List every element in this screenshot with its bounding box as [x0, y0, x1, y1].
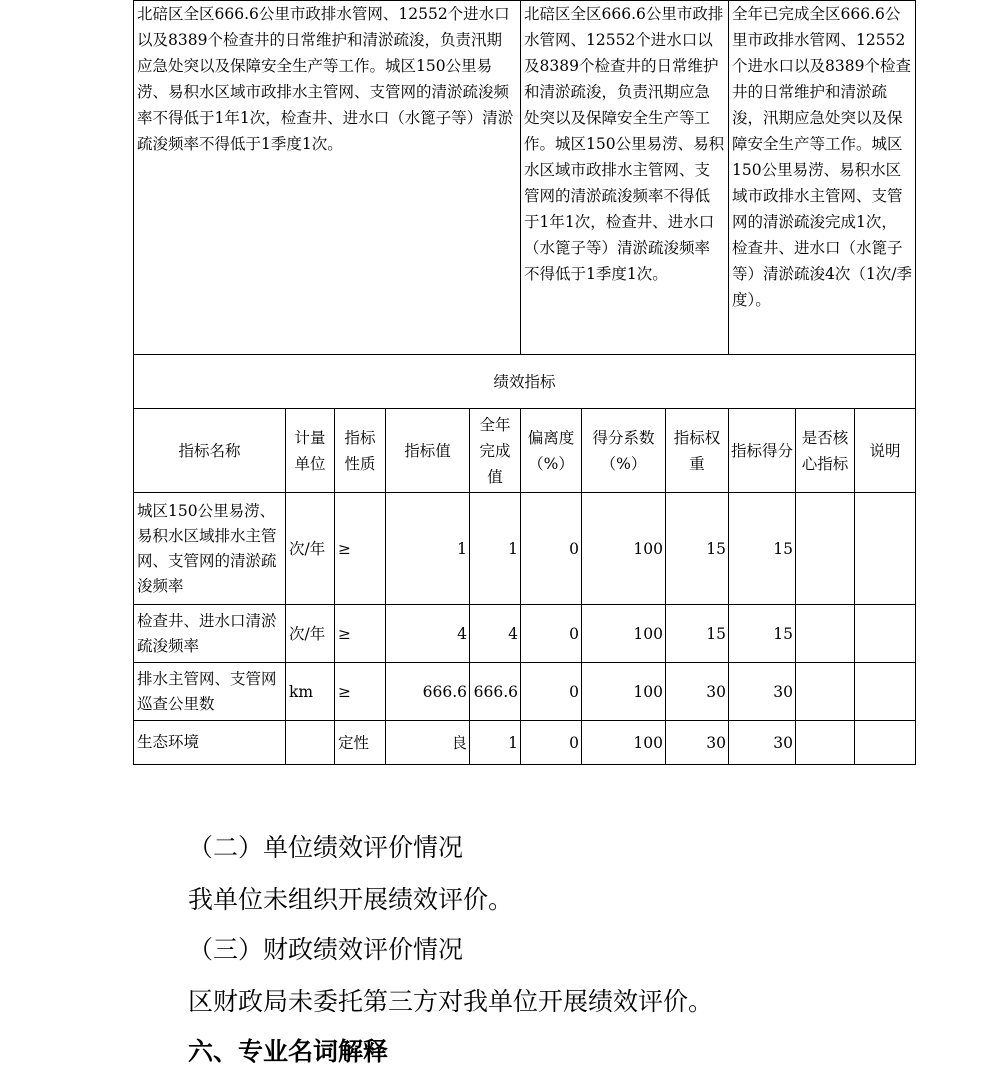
completed-text-cell: 全年已完成全区666.6公里市政排水管网、12552个进水口以及8389个检查井的日常维护和清淤疏浚，汛期应急处突以及保障安全生产等工作。城区150公里易涝、易积水区域市政排水主管网、支管网的清淤疏浚完成1次，检查井、进水口（水篦子等）清淤疏浚4次（1次/季度）。: [729, 1, 916, 355]
row-unit: 次/年: [286, 493, 335, 605]
row-deviation: 0: [521, 721, 582, 765]
row-value: 1: [386, 493, 470, 605]
row-deviation: 0: [521, 493, 582, 605]
header-name: 指标名称: [134, 409, 286, 493]
header-note: 说明: [855, 409, 916, 493]
row-note: [855, 493, 916, 605]
row-score: 30: [729, 721, 796, 765]
row-core: [796, 493, 855, 605]
row-coef: 100: [582, 663, 666, 721]
header-score: 指标得分: [729, 409, 796, 493]
header-nature: 指标性质: [335, 409, 386, 493]
row-unit: km: [286, 663, 335, 721]
goal-text-cell: 北碚区全区666.6公里市政排水管网、12552个进水口以及8389个检查井的日常维护和清淤疏浚，负责汛期应急处突以及保障安全生产等工作。城区150公里易涝、易积水区域市政排水主管网、支管网的清淤疏浚频率不得低于1年1次，检查井、进水口（水篦子等）清淤疏浚频率不得低于1季度1次。: [134, 1, 521, 355]
row-value: 4: [386, 605, 470, 663]
row-done: 666.6: [470, 663, 521, 721]
section-2-body: 我单位未组织开展绩效评价。: [188, 885, 514, 914]
planned-text-cell: 北碚区全区666.6公里市政排水管网、12552个进水口以及8389个检查井的日常维护和清淤疏浚，负责汛期应急处突以及保障安全生产等工作。城区150公里易涝、易积水区域市政排水主管网、支管网的清淤疏浚频率不得低于1年1次，检查井、进水口（水篦子等）清淤疏浚频率不得低于1季度1次。: [521, 1, 729, 355]
row-value: 666.6: [386, 663, 470, 721]
row-weight: 15: [666, 605, 729, 663]
section-2-title: （二）单位绩效评价情况: [188, 833, 464, 862]
header-unit: 计量单位: [286, 409, 335, 493]
row-weight: 30: [666, 663, 729, 721]
row-done: 4: [470, 605, 521, 663]
section-6-heading: 六、专业名词解释: [188, 1037, 389, 1066]
row-nature: ≥: [335, 663, 386, 721]
row-nature: ≥: [335, 493, 386, 605]
table-row: [134, 605, 916, 663]
row-weight: 15: [666, 493, 729, 605]
row-score: 15: [729, 605, 796, 663]
table-row: [134, 663, 916, 721]
header-done: 全年完成值: [470, 409, 521, 493]
row-name: 检查井、进水口清淤疏浚频率: [134, 605, 286, 663]
header-core: 是否核心指标: [796, 409, 855, 493]
performance-table: [133, 0, 916, 765]
section-3-body: 区财政局未委托第三方对我单位开展绩效评价。: [188, 987, 714, 1016]
row-unit: [286, 721, 335, 765]
row-coef: 100: [582, 605, 666, 663]
row-note: [855, 605, 916, 663]
row-core: [796, 663, 855, 721]
row-nature: 定性: [335, 721, 386, 765]
row-note: [855, 663, 916, 721]
row-nature: ≥: [335, 605, 386, 663]
row-score: 30: [729, 663, 796, 721]
row-name: 排水主管网、支管网巡查公里数: [134, 663, 286, 721]
row-done: 1: [470, 493, 521, 605]
row-done: 1: [470, 721, 521, 765]
table-row: [134, 493, 916, 605]
row-name: 城区150公里易涝、易积水区域排水主管网、支管网的清淤疏浚频率: [134, 493, 286, 605]
header-weight: 指标权重: [666, 409, 729, 493]
section-title: 绩效指标: [134, 355, 916, 409]
row-deviation: 0: [521, 605, 582, 663]
row-core: [796, 721, 855, 765]
row-note: [855, 721, 916, 765]
row-value: 良: [386, 721, 470, 765]
row-unit: 次/年: [286, 605, 335, 663]
row-coef: 100: [582, 721, 666, 765]
header-deviation: 偏离度（%）: [521, 409, 582, 493]
section-3-title: （三）财政绩效评价情况: [188, 935, 464, 964]
row-core: [796, 605, 855, 663]
header-value: 指标值: [386, 409, 470, 493]
row-name: 生态环境: [134, 721, 286, 765]
row-score: 15: [729, 493, 796, 605]
row-coef: 100: [582, 493, 666, 605]
table-row: [134, 721, 916, 765]
header-coef: 得分系数（%）: [582, 409, 666, 493]
row-weight: 30: [666, 721, 729, 765]
row-deviation: 0: [521, 663, 582, 721]
